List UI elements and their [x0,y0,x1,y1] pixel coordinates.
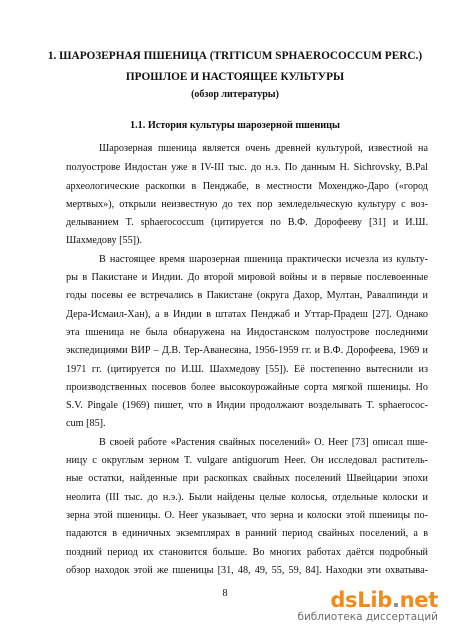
text-line: делыванием T. sphaerococcum (цитируется по В.Ф. Дорофееву [31] и И.Ш. [66,217,428,228]
text-line: годы посевы ее встречались в Пакистане (округа Дахор, Мултан, Равалпинди и [66,290,428,301]
text-line: Дера-Исмаил-Хан), а в Индии в штатах Пенджаб и Уттар-Прадеш [27]. Однако [66,309,428,320]
chapter-subtitle: ПРОШЛОЕ И НАСТОЯЩЕЕ КУЛЬТУРЫ [125,71,345,83]
text-line: полуострове Индостан уже в IV-III тыс. до н.э. По данным H. Sichrovsky, B.Pal [66,162,428,173]
text-line: S.V. Pingale (1969) пишет, что в Индии продолжают возделывать T. sphaerococ- [66,400,428,411]
text-line: обзор находок этой же пшеницы [31, 48, 49, 55, 59, 84]. Находки эти охватыва- [66,565,428,576]
text-line: ры в Пакистане и Индии. До второй мировой войны и в первые послевоенные [66,272,428,283]
watermark-subtitle: библиотека диссертаций [297,611,438,623]
text-line: Шарозерная пшеница является очень древней культурой, известной на [99,143,428,154]
text-line: поздний период их становится больше. Во многих работах даётся подробный [66,547,428,558]
text-line: археологические раскопки в Пенджабе, в местности Мохенджо-Даро («город [66,181,428,192]
text-line: мертвых»), открыли неизвестную до тех пор земледельческую культуру с воз- [66,199,428,210]
chapter-title: 1. ШАРОЗЕРНАЯ ПШЕНИЦА (TRITICUM SPHAEROCOCCUM PERC.) [47,50,423,62]
text-line: ные остатки, найденные при раскопках свайных поселений Швейцарии эпохи [66,473,428,484]
text-line: В настоящее время шарозерная пшеница практически исчезла из культу- [99,254,428,265]
text-line: производственных посевов более высокоурожайные сорта мягкой пшеницы. Но [66,382,428,393]
text-line: cum [85]. [66,418,106,429]
chapter-note: (обзор литературы) [191,89,279,100]
text-line: ницу с округлым зерном T. vulgare antiguorum Heer. Он исследовал раститель- [66,455,428,466]
text-line: экспедициями ВИР – Д.В. Тер-Аванесяна, 1956-1959 гг. и В.Ф. Дорофеева, 1969 и [66,345,428,356]
section-title: 1.1. История культуры шарозерной пшеницы [130,120,340,131]
page-number: 8 [222,588,228,599]
text-line: падаются в единичных экземплярах в ранний период свайных поселений, а в [66,528,428,539]
text-line: Шахмедову [55]). [66,235,143,246]
watermark-brand: dsLib.net [330,588,438,612]
text-line: неолита (III тыс. до н.э.). Были найдены целые колосья, отдельные колоски и [66,492,428,503]
text-line: эта пшеница не была обнаружена на Индостанском полуострове последними [66,327,428,338]
text-line: зерна этой пшеницы. O. Heer указывает, что зерна и колоски этой пшеницы по- [66,510,428,521]
text-line: 1971 гг. (цитируется по И.Ш. Шахмедову [55]). Её постепенно вытеснили из [66,364,428,375]
text-line: В своей работе «Растения свайных поселений» O. Heer [73] описал пше- [99,437,428,448]
watermark-logo[interactable] [297,589,438,623]
